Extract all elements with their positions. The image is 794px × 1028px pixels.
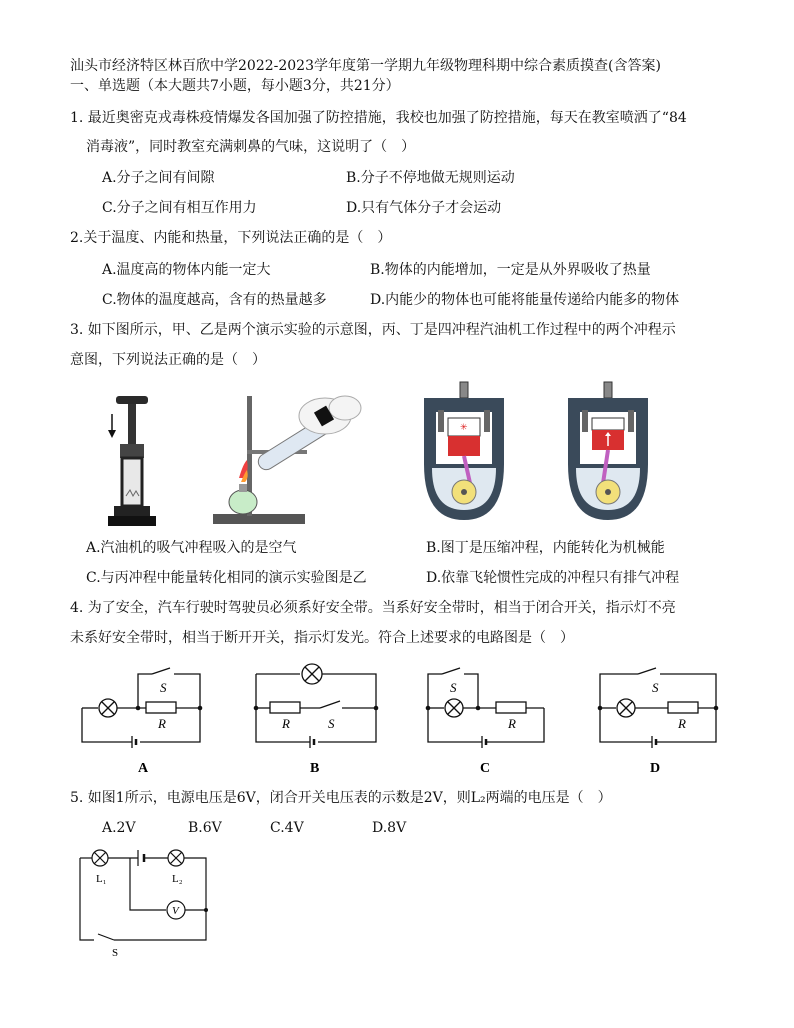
- q3-option-c: C.与丙冲程中能量转化相同的演示实验图是乙: [86, 570, 367, 586]
- circuit-d-switch-label: S: [652, 680, 659, 695]
- fig-air-compression-piston: [104, 392, 160, 530]
- circuit-a-label: A: [138, 761, 149, 776]
- circuit-d-label: D: [650, 761, 661, 776]
- circuit-b: [250, 656, 384, 776]
- circuit-c-label: C: [480, 761, 491, 776]
- q3-option-a: A.汽油机的吸气冲程吸入的是空气: [86, 540, 297, 556]
- q1-option-a: A.分子之间有间隙: [102, 170, 215, 186]
- lamp-l2-label: L₂: [172, 873, 183, 885]
- document-title: 汕头市经济特区林百欣中学2022-2023学年度第一学期九年级物理科期中综合素质摸查(含答案): [70, 58, 661, 74]
- circuit-a-resistor-label: R: [158, 716, 166, 731]
- q2-option-b: B.物体的内能增加，一定是从外界吸收了热量: [370, 262, 651, 278]
- q3-option-b: B.图丁是压缩冲程，内能转化为机械能: [426, 540, 665, 556]
- section-heading: 一、单选题（本大题共7小题，每小题3分，共21分）: [70, 78, 400, 94]
- switch-s-label: S: [112, 947, 119, 959]
- q4-stem-line2: 未系好安全带时，相当于断开开关，指示灯发光。符合上述要求的电路图是（ ）: [70, 630, 574, 646]
- circuit-d-resistor-label: R: [678, 716, 686, 731]
- circuit-d: [594, 664, 724, 776]
- q2-option-a: A.温度高的物体内能一定大: [102, 262, 271, 278]
- voltmeter-label: V: [172, 905, 179, 917]
- q2-option-d: D.内能少的物体也可能将能量传递给内能多的物体: [370, 292, 680, 308]
- q1-option-d: D.只有气体分子才会运动: [346, 200, 502, 216]
- circuit-a: [76, 664, 208, 776]
- circuit-a-switch-label: S: [160, 680, 167, 695]
- q5-stem: 5. 如图1所示，电源电压是6V，闭合开关电压表的示数是2V，则L₂两端的电压是（ ）: [70, 790, 612, 806]
- q3-stem-line2: 意图，下列说法正确的是（ ）: [70, 352, 266, 368]
- svg-text:✳: ✳: [460, 423, 468, 433]
- circuit-c: [422, 664, 552, 776]
- circuit-b-resistor-label: R: [282, 716, 290, 731]
- q3-option-d: D.依靠飞轮惯性完成的冲程只有排气冲程: [426, 570, 680, 586]
- q1-option-b: B.分子不停地做无规则运动: [346, 170, 515, 186]
- fig-engine-stroke-d: [562, 380, 654, 530]
- circuit-figure-1: [72, 842, 222, 960]
- circuit-b-label: B: [310, 761, 320, 776]
- q4-stem-line1: 4. 为了安全，汽车行驶时驾驶员必须系好安全带。当系好安全带时，相当于闭合开关，指示灯不亮: [70, 600, 676, 616]
- circuit-c-resistor-label: R: [508, 716, 516, 731]
- q1-stem-line2: 消毒液”，同时教室充满刺鼻的气味，这说明了（ ）: [86, 139, 416, 155]
- q2-stem: 2.关于温度、内能和热量，下列说法正确的是（ ）: [70, 230, 392, 246]
- q5-option-b: B.6V: [188, 820, 222, 836]
- circuit-b-switch-label: S: [328, 716, 335, 731]
- fig-test-tube-heating: [205, 390, 365, 530]
- circuit-c-switch-label: S: [450, 680, 457, 695]
- q5-option-c: C.4V: [270, 820, 304, 836]
- q5-option-d: D.8V: [372, 820, 407, 836]
- fig-engine-stroke-c: [418, 380, 510, 530]
- q5-option-a: A.2V: [102, 820, 136, 836]
- q2-option-c: C.物体的温度越高，含有的热量越多: [102, 292, 327, 308]
- q1-stem-line1: 1. 最近奥密克戎毒株疫情爆发各国加强了防控措施，我校也加强了防控措施，每天在教室喷洒了“84: [70, 110, 687, 126]
- q3-stem-line1: 3. 如下图所示，甲、乙是两个演示实验的示意图，丙、丁是四冲程汽油机工作过程中的两个冲程示: [70, 322, 676, 338]
- q1-option-c: C.分子之间有相互作用力: [102, 200, 257, 216]
- lamp-l1-label: L₁: [96, 873, 107, 885]
